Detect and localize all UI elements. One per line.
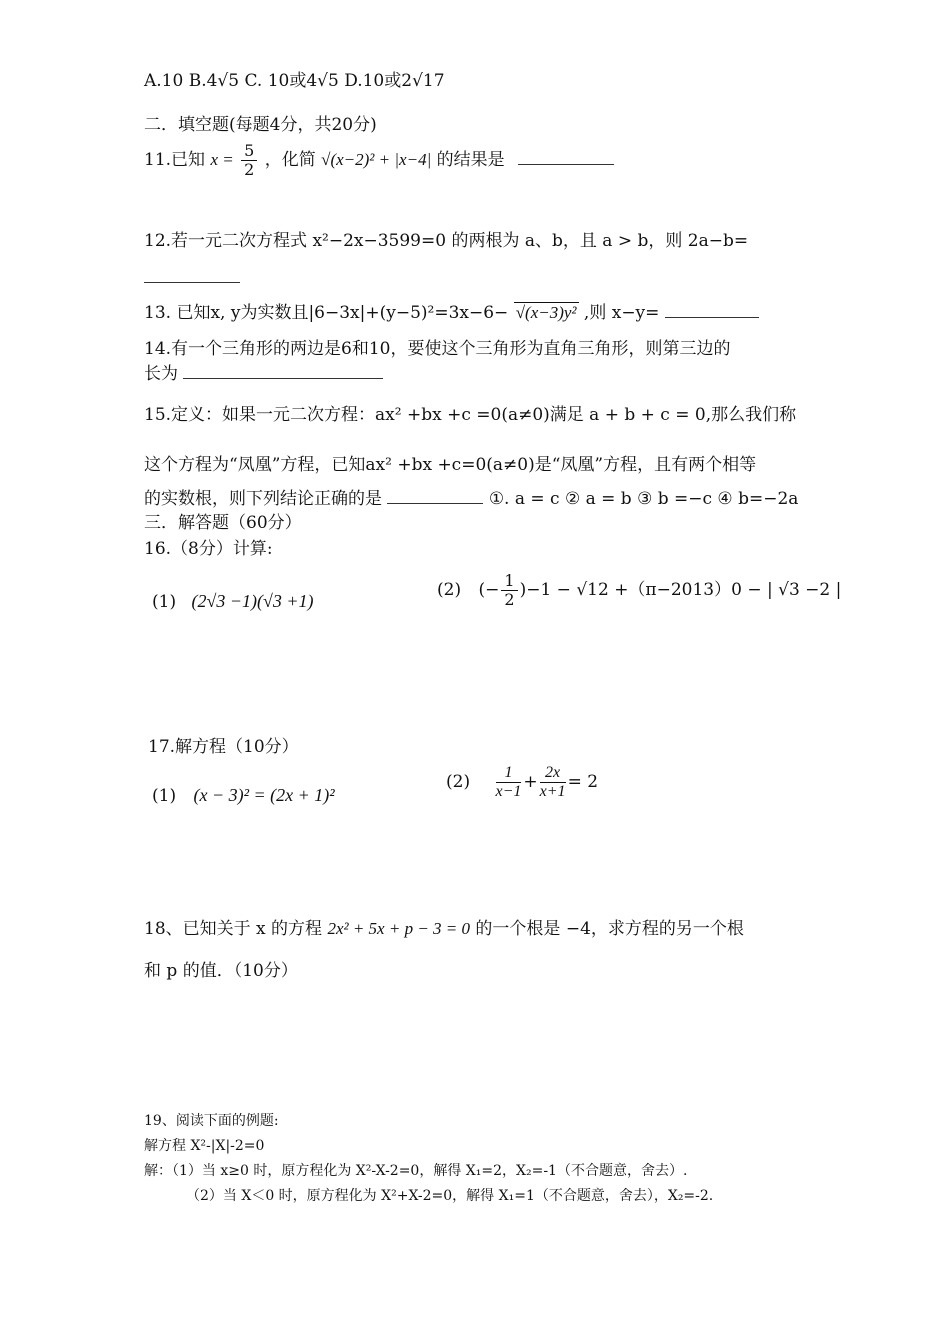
q17-p2-label: (2) bbox=[446, 772, 471, 792]
q17-part-1 bbox=[152, 784, 335, 807]
question-11 bbox=[144, 140, 614, 180]
q17-p1-expression: (x − 3)² = (2x + 1)² bbox=[193, 785, 335, 805]
q17-part-2: (2) $\frac{1}{x-1}$ + $\frac{2x}{x+1}$ = 2 bbox=[446, 764, 599, 800]
q17-p2-den-2: x+1 bbox=[539, 783, 566, 800]
q12-answer-blank[interactable] bbox=[144, 282, 240, 283]
question-14-line-1: 14.有一个三角形的两边是6和10，要使这个三角形为直角三角形，则第三边的 bbox=[144, 339, 731, 359]
q16-p1-label: (1) bbox=[152, 592, 177, 612]
question-15-line-1: 15.定义：如果一元二次方程：ax² +bx +c =0(a≠0)满足 a + b + c = 0,那么我们称 bbox=[144, 405, 797, 425]
question-14-line-2 bbox=[144, 362, 383, 385]
q16-p2-pre: (− bbox=[478, 580, 500, 600]
section-2-title: 二．填空题(每题4分，共20分) bbox=[144, 115, 377, 135]
q15-lead: 的实数根，则下列结论正确的是 bbox=[144, 489, 382, 509]
q17-p2-fraction-1 bbox=[496, 764, 522, 801]
q16-p2-post: )−1 − √12 +（π−2013）0 − | √3 −2 | bbox=[519, 580, 842, 600]
q18-equation: 2x² + 5x + p − 3 = 0 bbox=[327, 919, 471, 938]
q11-frac-num: 5 bbox=[241, 142, 257, 161]
q17-p2-tail: = 2 bbox=[567, 772, 599, 792]
question-18-line-1 bbox=[144, 918, 744, 940]
q10-options: A.10 B.4√5 C. 10或4√5 D.10或2√17 bbox=[144, 71, 445, 91]
q15-answer-blank[interactable] bbox=[387, 487, 483, 504]
q18-lead: 18、已知关于 x 的方程 bbox=[144, 919, 323, 939]
q17-p2-num-1: 1 bbox=[496, 764, 522, 783]
q11-expression: √(x−2)² + |x−4| bbox=[321, 150, 432, 169]
q17-p2-fraction-2 bbox=[540, 764, 566, 801]
q13-answer-blank[interactable] bbox=[665, 301, 759, 318]
q19-solution-2: （2）当 X＜0 时，原方程化为 X²+X-2=0，解得 X₁=1（不合题意，舍去），X₂=-2. bbox=[186, 1188, 714, 1204]
q18-tail: 的一个根是 −4，求方程的另一个根 bbox=[475, 919, 744, 939]
question-17-title: 17.解方程（10分） bbox=[148, 737, 299, 757]
section-3-title: 三．解答题（60分） bbox=[144, 513, 302, 533]
q16-part-2 bbox=[437, 570, 841, 610]
q11-fraction bbox=[241, 142, 257, 179]
q16-p2-label: (2) bbox=[437, 580, 462, 600]
question-16-title: 16.（8分）计算: bbox=[144, 539, 273, 559]
q17-p1-label: (1) bbox=[152, 786, 177, 806]
q16-p2-frac-num: 1 bbox=[501, 572, 517, 591]
question-18-line-2: 和 p 的值．（10分） bbox=[144, 961, 298, 981]
q11-x-eq: x = bbox=[210, 150, 234, 169]
question-15-line-2: 这个方程为“凤凰”方程，已知ax² +bx +c=0(a≠0)是“凤凰”方程，且有两个相等 bbox=[144, 455, 757, 475]
question-13 bbox=[144, 301, 759, 324]
question-15-line-3 bbox=[144, 487, 798, 510]
q15-choices: ①. a = c ② a = b ③ b =−c ④ b=−2a bbox=[488, 489, 799, 509]
q11-answer-blank[interactable] bbox=[518, 148, 614, 165]
q19-equation: 解方程 X²-|X|-2=0 bbox=[144, 1138, 265, 1154]
q17-p2-num-2: 2x bbox=[540, 764, 566, 783]
q11-tail: 的结果是 bbox=[436, 150, 505, 170]
q13-lead: 13. 已知x, y为实数且|6−3x|+(y−5)²=3x−6− bbox=[144, 303, 509, 323]
q16-part-1 bbox=[152, 590, 314, 613]
q13-tail: ,则 x−y= bbox=[583, 303, 660, 323]
q16-p2-fraction bbox=[501, 572, 517, 609]
q14-lead: 长为 bbox=[144, 364, 178, 384]
q11-frac-den: 2 bbox=[244, 160, 255, 179]
q19-solution-1: 解：（1）当 x≥0 时，原方程化为 X²-X-2=0，解得 X₁=2，X₂=-1（不合题意，舍去）. bbox=[144, 1163, 688, 1179]
q11-mid: ，化简 bbox=[264, 150, 316, 170]
q16-p1-expression: (2√3 −1)(√3 +1) bbox=[191, 591, 314, 611]
q17-p2-den-1: x−1 bbox=[495, 783, 522, 800]
question-12: 12.若一元二次方程式 x²−2x−3599=0 的两根为 a、b，且 a > b，则 2a−b= bbox=[144, 231, 749, 251]
question-19-title: 19、阅读下面的例题: bbox=[144, 1113, 279, 1129]
q14-answer-blank[interactable] bbox=[183, 362, 383, 379]
q16-p2-frac-den: 2 bbox=[504, 590, 515, 609]
q11-lead: 11.已知 bbox=[144, 150, 206, 170]
q13-root: √(x−3)y² bbox=[515, 303, 577, 322]
